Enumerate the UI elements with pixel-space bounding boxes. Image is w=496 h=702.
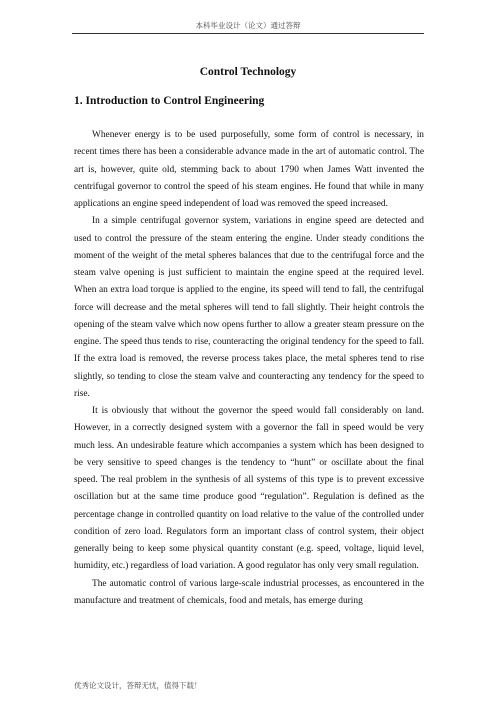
- section-heading: 1. Introduction to Control Engineering: [74, 95, 265, 107]
- page-footer: 优秀论文设计，答辩无忧，值得下载！: [74, 681, 202, 690]
- paragraph: The automatic control of various large-scale industrial processes, as encountered in the manufacture and treatment of chemicals, food and metals, has emerge during: [74, 578, 424, 606]
- header-rule: [72, 33, 424, 34]
- body-text: [74, 127, 424, 610]
- paragraph: Whenever energy is to be used purposefully, some form of control is necessary, in recent times there has been a considerable advance made in the art of automatic control. The art is, however, quite old, stemming back to about 1790 when James Watt invented the centrifugal governor to control the speed of his steam engines. He found that while in many applications an engine speed independent of load was removed the speed increased.: [74, 130, 424, 209]
- page-header: 本科毕业设计（论文）通过答辩: [195, 21, 301, 30]
- paragraph: It is obviously that without the governor the speed would fall considerably on land. However, in a correctly designed system with a governor the fall in speed would be very much less. An undesirable feature which accompanies a system which has been designed to be very sensitive to speed changes is the tendency to “hunt” or oscillate about the final speed. The real problem in the synthesis of all systems of this type is to prevent excessive oscillation but at the same time produce good “regulation”. Regulation is defined as the percentage change in controlled quantity on load relative to the value of the controlled under condition of zero load. Regulators form an important class of control system, their object generally being to keep some physical quantity constant (e.g. speed, voltage, liquid level, humidity, etc.) regardless of load variation. A good regulator has only very small regulation.: [74, 406, 424, 572]
- document-title: Control Technology: [199, 66, 297, 78]
- paragraph: In a simple centrifugal governor system, variations in engine speed are detected and used to control the pressure of the steam entering the engine. Under steady conditions the moment of the weight of the metal spheres balances that due to the centrifugal force and the steam valve opening is just sufficient to maintain the engine speed at the required level. When an extra load torque is applied to the engine, its speed will tend to fall, the centrifugal force will decrease and the metal spheres will tend to fall slightly. Their height controls the opening of the steam valve which now opens further to allow a greater steam pressure on the engine. The speed thus tends to rise, counteracting the original tendency for the speed to fall. If the extra load is removed, the reverse process takes place, the metal spheres tend to rise slightly, so tending to close the steam valve and counteracting any tendency for the speed to rise.: [74, 216, 424, 399]
